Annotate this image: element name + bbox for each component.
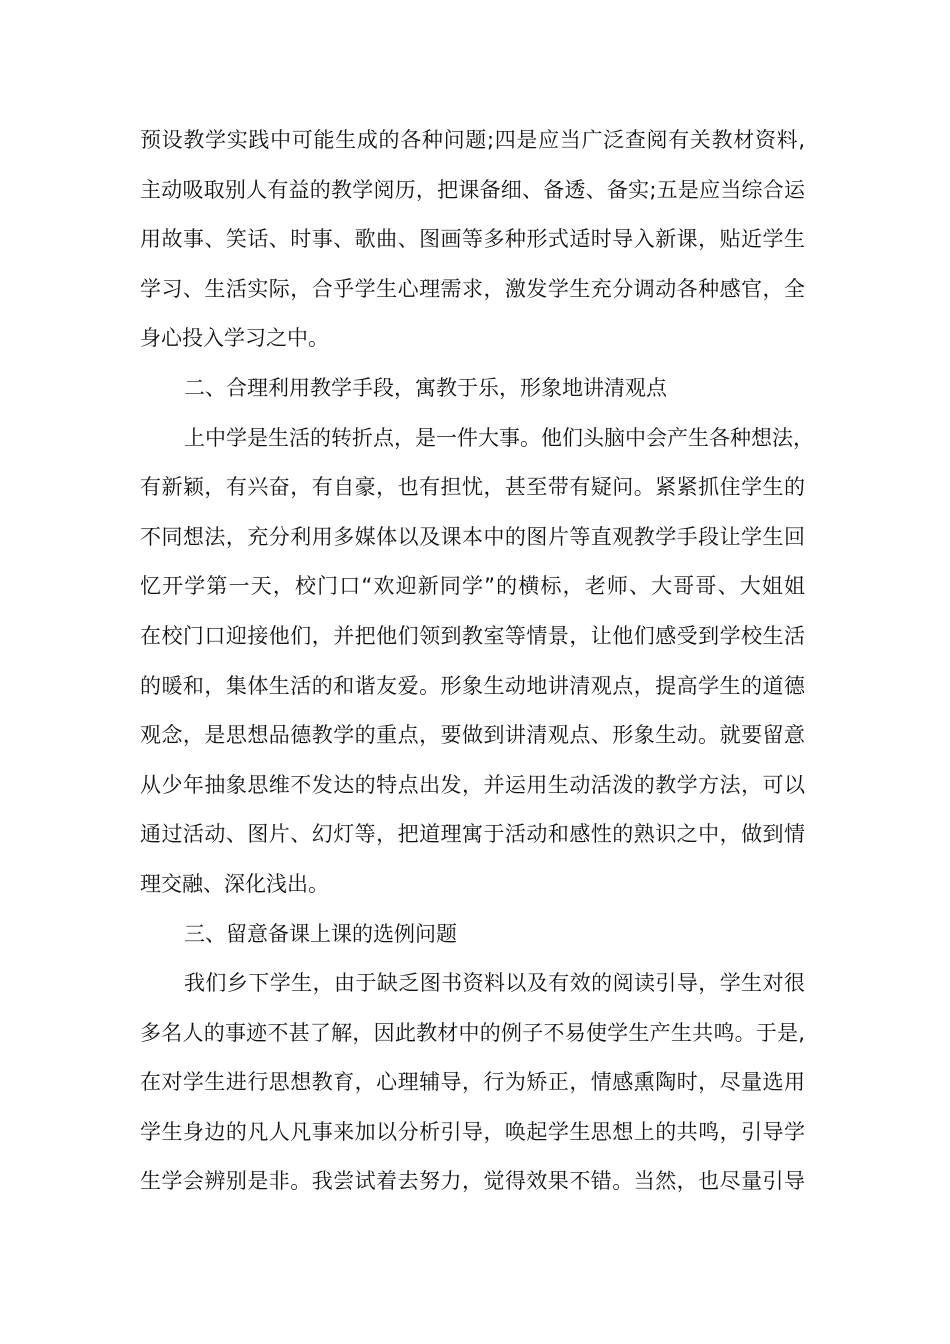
text-line: 在校门口迎接他们，并把他们领到教室等情景，让他们感受到学校生活 — [140, 623, 805, 648]
text-line: 用故事、笑话、时事、歌曲、图画等多种形式适时导入新课，贴近学生 — [140, 227, 805, 252]
section-heading: 三、留意备课上课的选例问题 — [184, 921, 457, 946]
text-line: 理交融、深化浅出。 — [140, 871, 329, 896]
body-text — [140, 116, 814, 1207]
text-line: 忆开学第一天，校门口“欢迎新同学”的横标，老师、大哥哥、大姐姐 — [140, 574, 805, 599]
text-line: 生学会辨别是非。我尝试着去努力，觉得效果不错。当然，也尽量引导 — [140, 1169, 805, 1194]
text-line: 多名人的事迹不甚了解，因此教材中的例子不易使学生产生共鸣。于是, — [140, 1020, 805, 1045]
text-line: 我们乡下学生，由于缺乏图书资料以及有效的阅读引导，学生对很 — [184, 971, 805, 996]
text-line: 不同想法，充分利用多媒体以及课本中的图片等直观教学手段让学生回 — [140, 524, 805, 549]
text-line: 的暖和，集体生活的和谐友爱。形象生动地讲清观点，提高学生的道德 — [140, 673, 805, 698]
text-line: 学生身边的凡人凡事来加以分析引导，唤起学生思想上的共鸣，引导学 — [140, 1119, 805, 1144]
text-line: 学习、生活实际，合乎学生心理需求，激发学生充分调动各种感官，全 — [140, 276, 805, 301]
text-line: 观念，是思想品德教学的重点，要做到讲清观点、形象生动。就要留意 — [140, 723, 805, 748]
text-line: 上中学是生活的转折点，是一件大事。他们头脑中会产生各种想法， — [184, 425, 814, 450]
text-line: 预设教学实践中可能生成的各种问题;四是应当广泛查阅有关教材资料, — [140, 128, 805, 152]
text-line: 在对学生进行思想教育，心理辅导，行为矫正，情感熏陶时，尽量选用 — [140, 1070, 805, 1095]
text-line: 主动吸取别人有益的教学阅历，把课备细、备透、备实;五是应当综合运 — [140, 177, 805, 202]
text-line: 从少年抽象思维不发达的特点出发，并运用生动活泼的教学方法，可以 — [140, 772, 805, 797]
text-line: 通过活动、图片、幻灯等，把道理寓于活动和感性的熟识之中，做到情 — [140, 822, 805, 847]
section-heading: 二、合理利用教学手段，寓教于乐，形象地讲清观点 — [184, 375, 667, 400]
text-line: 有新颖，有兴奋，有自豪，也有担忧，甚至带有疑问。紧紧抓住学生的 — [140, 475, 805, 500]
text-line: 身心投入学习之中。 — [140, 326, 329, 351]
